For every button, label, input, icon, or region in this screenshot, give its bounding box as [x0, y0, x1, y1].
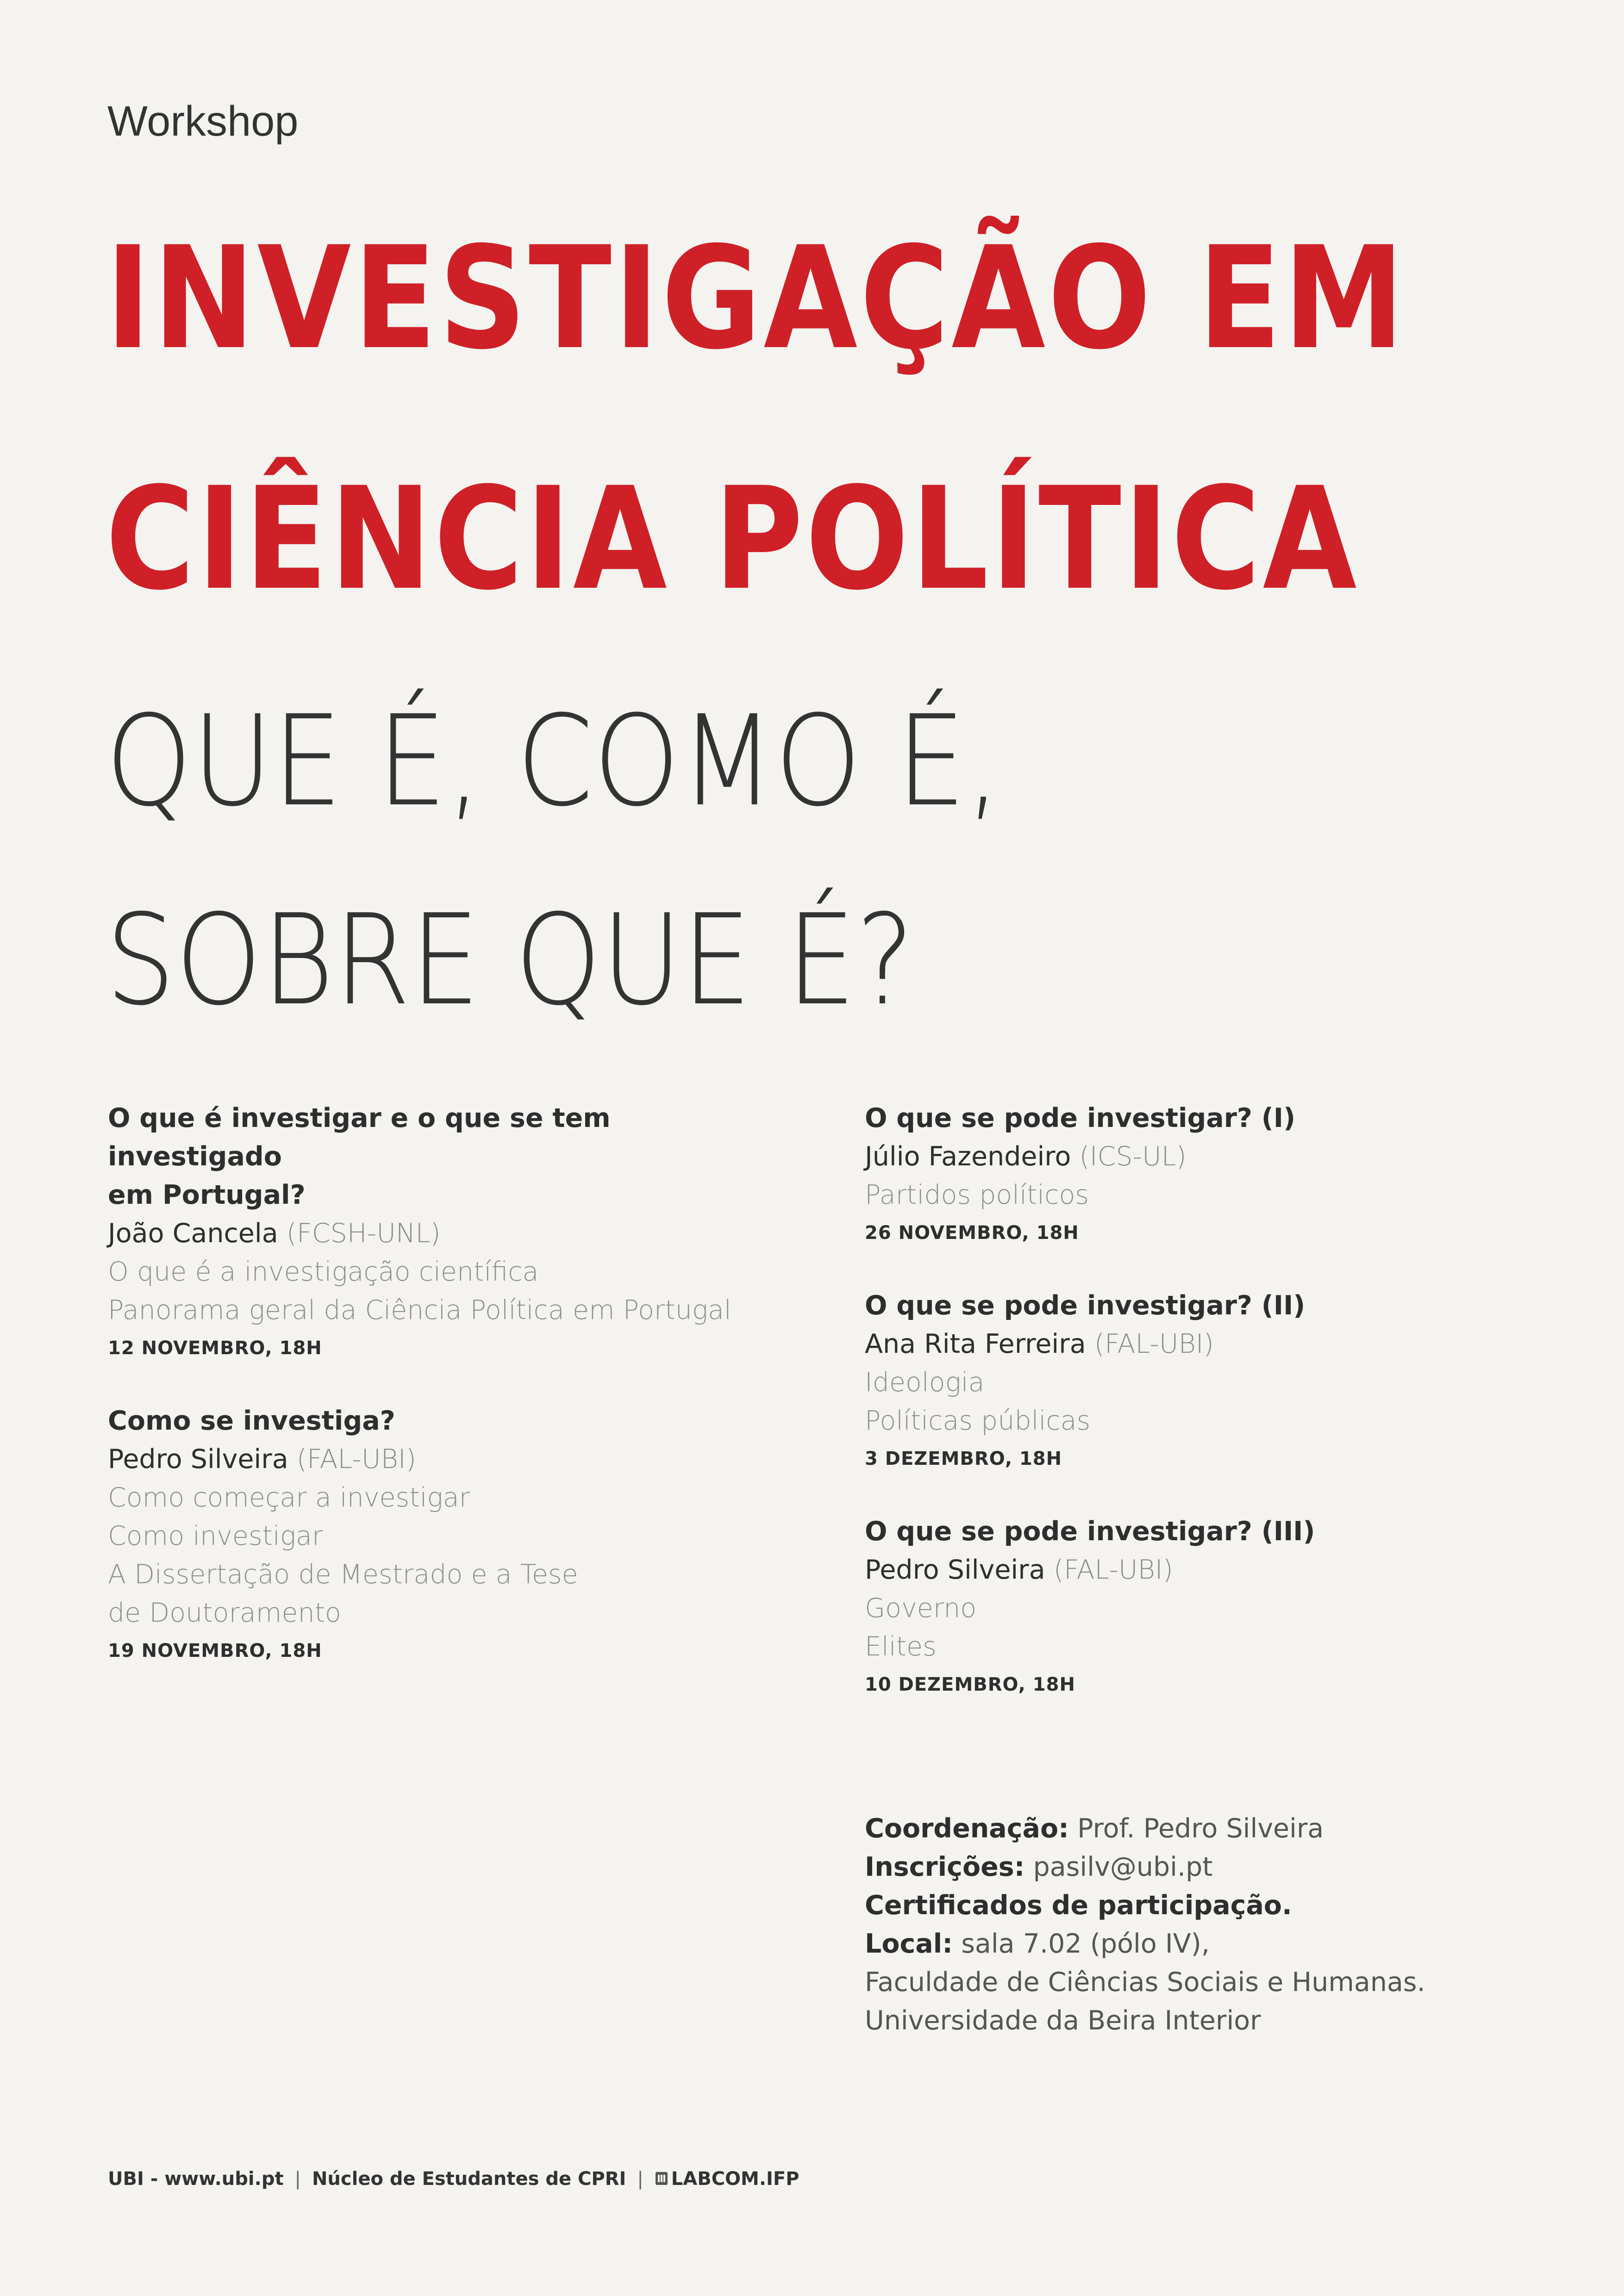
subtitle-line-1: QUE É, COMO É,: [106, 688, 1001, 834]
subtitle-line-2: SOBRE QUE É?: [106, 887, 914, 1033]
session-title: O que se pode investigar? (II): [865, 1290, 1305, 1321]
subtitle: [106, 662, 1001, 1060]
session-1: [108, 1099, 779, 1367]
session-title: O que se pode investigar? (I): [865, 1103, 1296, 1133]
footer-separator: |: [294, 2168, 301, 2190]
page-title: [106, 178, 1406, 660]
session-topic: Políticas públicas: [865, 1406, 1091, 1436]
session-topic: Como começar a investigar: [108, 1482, 470, 1513]
session-speaker: [108, 1440, 779, 1479]
session-speaker: [865, 1325, 1536, 1363]
session-title: Como se investiga?: [108, 1406, 395, 1436]
session-topic: O que é a investigação científica: [108, 1257, 539, 1287]
location-label: Local:: [865, 1929, 953, 1959]
session-date: 19 NOVEMBRO, 18H: [108, 1640, 322, 1661]
speaker-name: Júlio Fazendeiro: [865, 1141, 1071, 1172]
location-line: [865, 1925, 1425, 1963]
speaker-affiliation: (FAL-UBI): [1053, 1555, 1173, 1585]
session-topic: Panorama geral da Ciência Política em Portugal: [108, 1295, 731, 1325]
coordination-label: Coordenação:: [865, 1813, 1069, 1844]
certificates-line: [865, 1886, 1425, 1925]
session-topic: Ideologia: [865, 1367, 985, 1398]
sessions-right-column: [865, 1099, 1536, 1738]
footer-separator: |: [637, 2168, 643, 2190]
session-topic: de Doutoramento: [108, 1598, 341, 1628]
certificates-label: Certificados de participação.: [865, 1890, 1292, 1921]
speaker-affiliation: (FCSH-UNL): [286, 1218, 441, 1249]
session-date: 26 NOVEMBRO, 18H: [865, 1222, 1079, 1244]
event-info: [865, 1810, 1425, 2040]
title-line-2: CIÊNCIA POLÍTICA: [106, 457, 1359, 621]
session-title: O que é investigar e o que se tem investigado: [108, 1103, 611, 1172]
speaker-name: Pedro Silveira: [865, 1555, 1045, 1585]
speaker-affiliation: (ICS-UL): [1079, 1141, 1187, 1172]
registration-line: [865, 1848, 1425, 1886]
location-line-2: Faculdade de Ciências Sociais e Humanas.: [865, 1967, 1425, 1997]
coordination-value: Prof. Pedro Silveira: [1077, 1813, 1324, 1844]
registration-email[interactable]: pasilv@ubi.pt: [1033, 1852, 1213, 1882]
session-4: [865, 1287, 1536, 1477]
location-line-3: Universidade da Beira Interior: [865, 2005, 1261, 2036]
footer-ubi-link[interactable]: UBI - www.ubi.pt: [108, 2168, 284, 2190]
session-date: 3 DEZEMBRO, 18H: [865, 1448, 1062, 1469]
session-speaker: [865, 1138, 1536, 1176]
location-value: sala 7.02 (pólo IV),: [961, 1929, 1210, 1959]
kicker: Workshop: [107, 98, 299, 145]
session-topic: Governo: [865, 1593, 977, 1624]
session-speaker: [865, 1551, 1536, 1589]
session-date: 10 DEZEMBRO, 18H: [865, 1674, 1075, 1695]
footer: [108, 2168, 800, 2190]
session-speaker: [108, 1214, 779, 1253]
labcom-logo: [655, 2168, 800, 2190]
session-title: O que se pode investigar? (III): [865, 1516, 1315, 1547]
session-topic: Elites: [865, 1631, 937, 1662]
footer-nucleo: Núcleo de Estudantes de CPRI: [312, 2168, 626, 2190]
speaker-name: João Cancela: [108, 1218, 278, 1249]
session-topic: A Dissertação de Mestrado e a Tese: [108, 1559, 578, 1590]
title-line-1: INVESTIGAÇÃO EM: [106, 216, 1407, 380]
session-2: [108, 1402, 779, 1669]
sessions-left-column: [108, 1099, 779, 1705]
coordination-line: [865, 1810, 1425, 1848]
session-5: [865, 1512, 1536, 1703]
session-date: 12 NOVEMBRO, 18H: [108, 1338, 322, 1359]
registration-label: Inscrições:: [865, 1852, 1025, 1882]
session-title-cont: em Portugal?: [108, 1180, 306, 1210]
session-3: [865, 1099, 1536, 1251]
labcom-icon: [655, 2170, 668, 2187]
session-topic: Partidos políticos: [865, 1180, 1089, 1210]
speaker-affiliation: (FAL-UBI): [1094, 1329, 1214, 1359]
speaker-affiliation: (FAL-UBI): [296, 1444, 416, 1475]
speaker-name: Pedro Silveira: [108, 1444, 288, 1475]
speaker-name: Ana Rita Ferreira: [865, 1329, 1086, 1359]
footer-labcom: LABCOM.IFP: [671, 2168, 800, 2190]
session-topic: Como investigar: [108, 1521, 323, 1551]
